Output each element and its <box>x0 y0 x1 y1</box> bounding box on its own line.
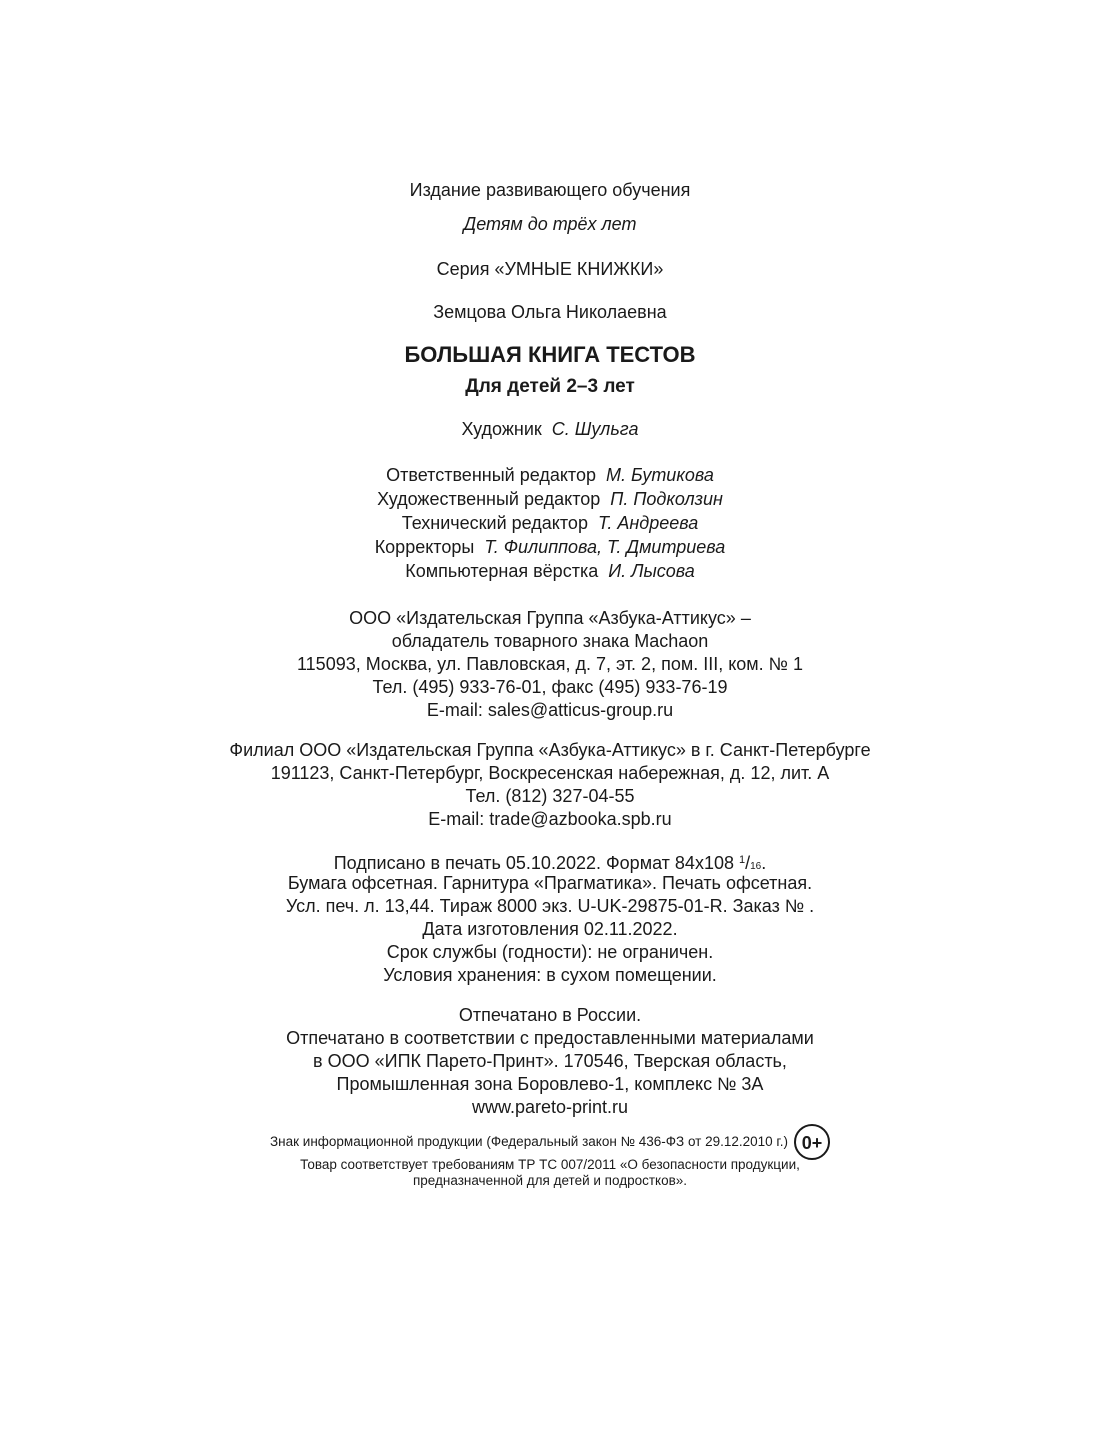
compliance-line-2: предназначенной для детей и подростков». <box>412 1173 688 1188</box>
publisher-email: E-mail: sales@atticus-group.ru <box>426 700 674 720</box>
branch-email: E-mail: trade@azbooka.spb.ru <box>428 809 672 829</box>
printer-website: www.pareto-print.ru <box>471 1097 629 1117</box>
publisher-address: 115093, Москва, ул. Павловская, д. 7, эт. 2, пом. III, ком. № 1 <box>297 654 803 674</box>
print-manufactured: Дата изготовления 02.11.2022. <box>422 919 678 939</box>
format-fraction-numerator: 1 <box>738 854 746 866</box>
credit-name: И. Лысова <box>608 561 695 581</box>
publisher-phone: Тел. (495) 933-76-01, факс (495) 933-76-19 <box>372 677 728 697</box>
compliance-line-1: Товар соответствует требованиям ТР ТС 007/2011 «О безопасности продукции, <box>300 1157 800 1172</box>
credit-line <box>0 464 1100 486</box>
credit-name: М. Бутикова <box>606 465 714 485</box>
audience: Детям до трёх лет <box>463 214 637 234</box>
artist-label: Художник <box>461 419 542 439</box>
artist-name: С. Шульга <box>551 419 639 439</box>
printer-address: Промышленная зона Боровлево-1, комплекс № 3А <box>336 1074 764 1094</box>
age-rating-badge: 0+ <box>794 1124 830 1160</box>
publisher-trademark: обладатель товарного знака Machaon <box>391 631 709 651</box>
credit-name: Т. Андреева <box>597 513 699 533</box>
credit-name: Т. Филиппова, Т. Дмитриева <box>484 537 726 557</box>
book-subtitle: Для детей 2–3 лет <box>465 376 635 397</box>
credit-line <box>0 512 1100 534</box>
printed-in: Отпечатано в России. <box>458 1005 642 1025</box>
credit-line <box>0 560 1100 582</box>
credit-role: Компьютерная вёрстка <box>405 561 599 581</box>
printer-name: в ООО «ИПК Парето-Принт». 170546, Тверская область, <box>313 1051 787 1071</box>
credit-role: Корректоры <box>374 537 475 557</box>
artist-credit <box>0 418 1100 440</box>
print-signed-text: Подписано в печать 05.10.2022. Формат 84x108 <box>333 853 739 873</box>
print-volume: Усл. печ. л. 13,44. Тираж 8000 экз. U-UK-29875-01-R. Заказ № . <box>285 896 815 916</box>
branch-phone: Тел. (812) 327-04-55 <box>465 786 635 806</box>
credit-line <box>0 488 1100 510</box>
info-mark-line <box>0 1124 1100 1160</box>
print-storage: Условия хранения: в сухом помещении. <box>383 965 717 985</box>
print-shelf-life: Срок службы (годности): не ограничен. <box>386 942 714 962</box>
publisher-name: ООО «Издательская Группа «Азбука-Аттикус» – <box>349 608 751 628</box>
edition-type: Издание развивающего обучения <box>409 180 691 200</box>
author: Земцова Ольга Николаевна <box>433 302 667 322</box>
credit-name: П. Подколзин <box>610 489 723 509</box>
format-fraction-denominator: 16 <box>750 861 762 872</box>
credit-line <box>0 536 1100 558</box>
info-mark-text: Знак информационной продукции (Федеральный закон № 436-ФЗ от 29.12.2010 г.) <box>270 1134 788 1149</box>
book-title: БОЛЬШАЯ КНИГА ТЕСТОВ <box>404 342 696 367</box>
credit-role: Художественный редактор <box>377 489 601 509</box>
print-paper: Бумага офсетная. Гарнитура «Прагматика». Печать офсетная. <box>287 873 813 893</box>
series: Серия «УМНЫЕ КНИЖКИ» <box>436 259 664 279</box>
print-signed: Подписано в печать 05.10.2022. Формат 84x108 $^1$/16. <box>333 853 767 873</box>
branch-name: Филиал ООО «Издательская Группа «Азбука-Аттикус» в г. Санкт-Петербурге <box>229 740 871 760</box>
branch-address: 191123, Санкт-Петербург, Воскресенская набережная, д. 12, лит. А <box>270 763 830 783</box>
print-signed-suffix: . <box>761 853 767 873</box>
credit-role: Технический редактор <box>401 513 588 533</box>
credit-role: Ответственный редактор <box>386 465 596 485</box>
printer-statement: Отпечатано в соответствии с предоставленными материалами <box>286 1028 814 1048</box>
